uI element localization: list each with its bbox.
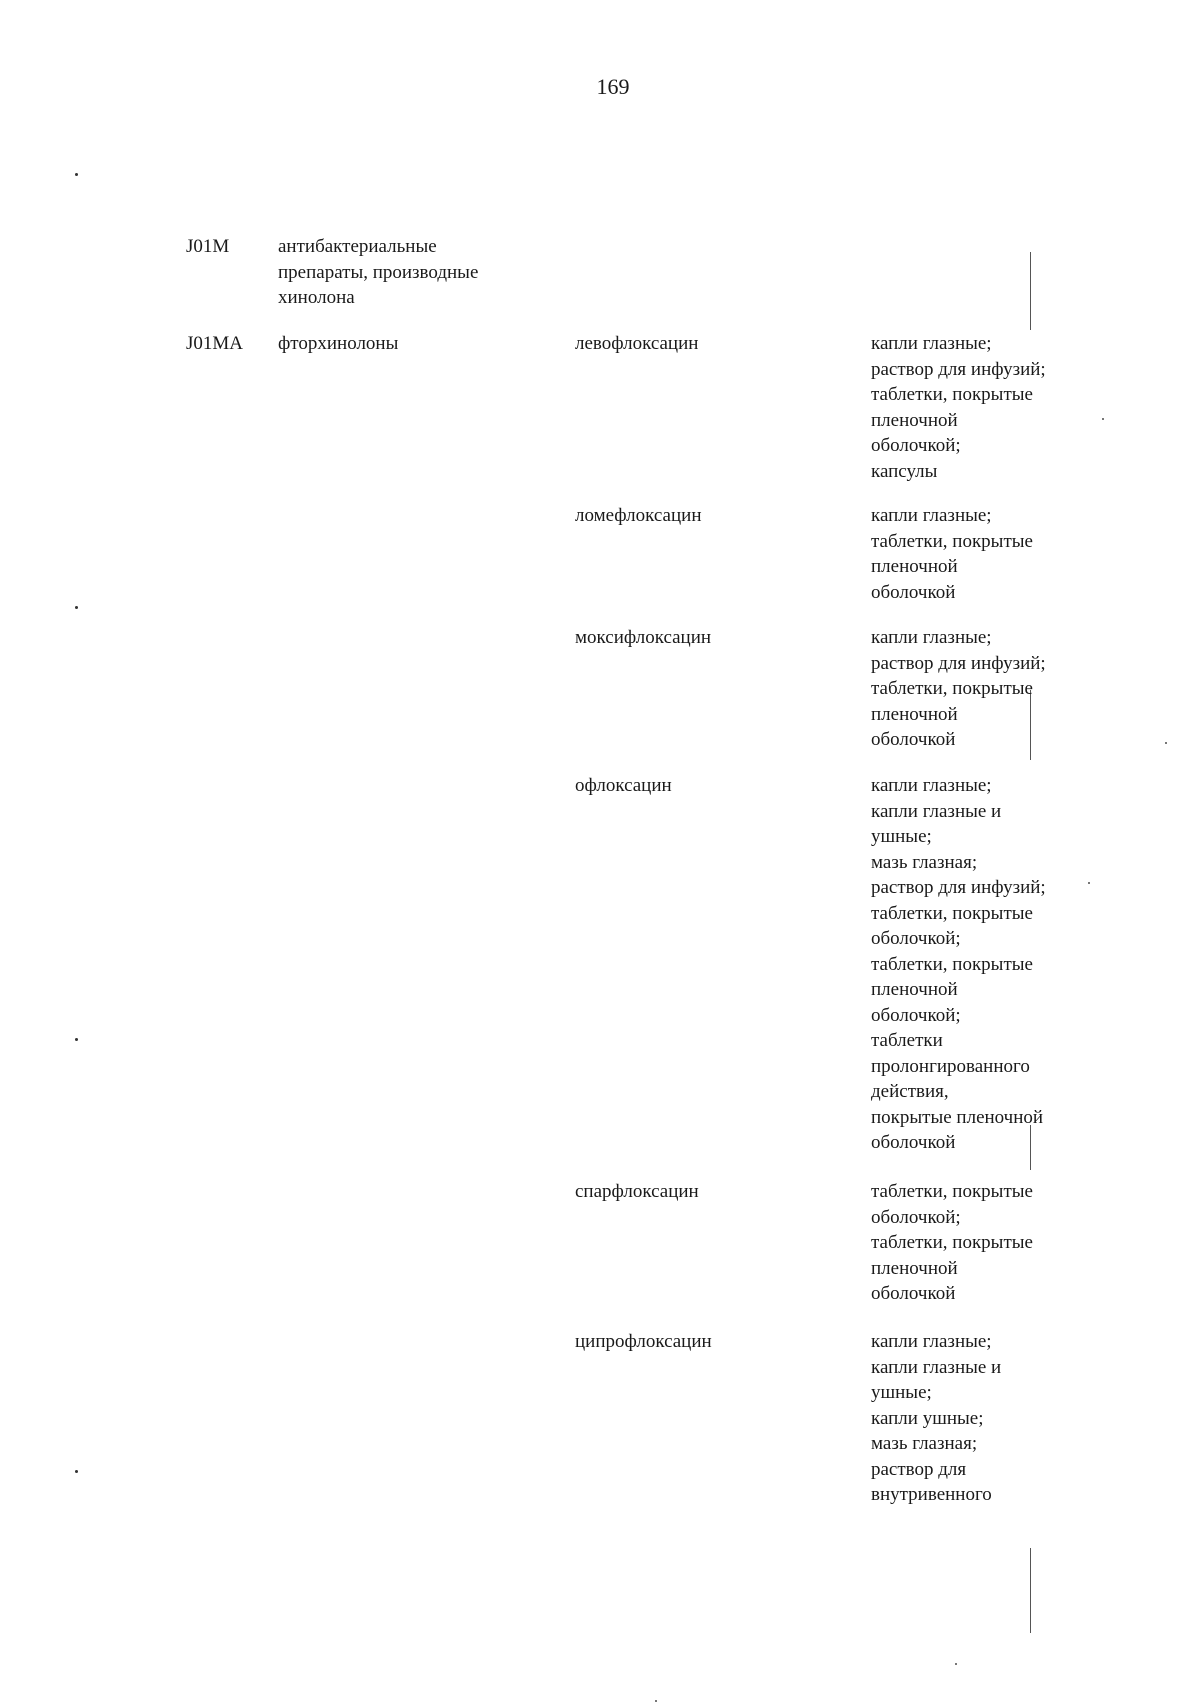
dosage-form: действия, [871, 1081, 949, 1102]
atc-group-name-line: хинолона [278, 287, 355, 308]
drug-name: моксифлоксацин [575, 627, 712, 648]
dosage-form: пленочной [871, 1257, 958, 1279]
scan-speck [955, 1663, 957, 1665]
atc-group-name-line: антибактериальные [278, 236, 437, 257]
margin-dot [75, 1038, 78, 1041]
dosage-form: пленочной [871, 703, 958, 725]
dosage-form: таблетки [871, 1030, 943, 1051]
dosage-form: пленочной [871, 556, 958, 577]
dosage-forms [871, 773, 1111, 1156]
margin-dot [75, 1470, 78, 1473]
dosage-form: таблетки, покрытые [871, 384, 1033, 405]
dosage-forms [871, 1179, 1111, 1307]
drug-name: офлоксацин [575, 775, 672, 796]
drug-name: спарфлоксацин [575, 1181, 699, 1202]
dosage-forms [871, 331, 1111, 484]
drug-name: левофлоксацин [575, 333, 699, 354]
dosage-form: оболочкой [871, 729, 956, 750]
drug-name: ципрофлоксацин [575, 1331, 712, 1352]
dosage-form: капсулы [871, 460, 938, 482]
margin-dot [75, 606, 78, 609]
dosage-form: мазь глазная; [871, 1433, 978, 1454]
dosage-forms [871, 503, 1111, 605]
dosage-form: капли глазные и [871, 1356, 1002, 1378]
dosage-form: оболочкой; [871, 1004, 961, 1026]
atc-code: J01MA [186, 333, 244, 354]
dosage-form: оболочкой; [871, 435, 961, 456]
dosage-form: капли глазные; [871, 775, 992, 796]
atc-group-name [278, 331, 558, 357]
drug-name: ломефлоксацин [575, 505, 702, 526]
scan-mark [1030, 1548, 1031, 1633]
dosage-form: оболочкой [871, 1132, 956, 1153]
dosage-form: оболочкой [871, 581, 956, 603]
dosage-form: оболочкой; [871, 1206, 961, 1228]
page-number: 169 [596, 74, 630, 99]
dosage-form: таблетки, покрытые [871, 678, 1033, 699]
atc-group-name [278, 234, 558, 311]
dosage-form: мазь глазная; [871, 851, 978, 873]
dosage-form: капли глазные; [871, 505, 992, 526]
dosage-form: пленочной [871, 409, 958, 431]
atc-code: J01M [186, 236, 230, 257]
scan-speck [1165, 742, 1167, 744]
dosage-form: капли глазные; [871, 333, 992, 354]
atc-group-name-line: фторхинолоны [278, 333, 399, 354]
dosage-form: пленочной [871, 979, 958, 1000]
scan-mark [1030, 252, 1031, 330]
scan-speck [655, 1700, 657, 1702]
dosage-form: капли глазные и [871, 800, 1002, 822]
dosage-form: оболочкой; [871, 928, 961, 949]
dosage-form: оболочкой [871, 1283, 956, 1304]
dosage-forms [871, 1329, 1111, 1508]
dosage-form: покрытые пленочной [871, 1106, 1044, 1128]
dosage-form: таблетки, покрытые [871, 1232, 1033, 1253]
dosage-form: капли глазные; [871, 627, 992, 648]
dosage-form: капли глазные; [871, 1331, 992, 1352]
dosage-form: таблетки, покрытые [871, 902, 1033, 924]
dosage-form: ушные; [871, 1382, 932, 1403]
dosage-form: капли ушные; [871, 1407, 984, 1429]
dosage-form: раствор для инфузий; [871, 358, 1046, 380]
dosage-form: внутривенного [871, 1484, 992, 1505]
dosage-form: таблетки, покрытые [871, 1181, 1033, 1202]
dosage-form: раствор для инфузий; [871, 652, 1046, 674]
margin-dot [75, 173, 78, 176]
dosage-forms [871, 625, 1111, 753]
dosage-form: ушные; [871, 826, 932, 847]
dosage-form: пролонгированного [871, 1055, 1030, 1077]
dosage-form: раствор для инфузий; [871, 877, 1046, 898]
dosage-form: таблетки, покрытые [871, 530, 1033, 552]
dosage-form: таблетки, покрытые [871, 953, 1033, 975]
dosage-form: раствор для [871, 1458, 967, 1480]
atc-group-name-line: препараты, производные [278, 261, 479, 283]
